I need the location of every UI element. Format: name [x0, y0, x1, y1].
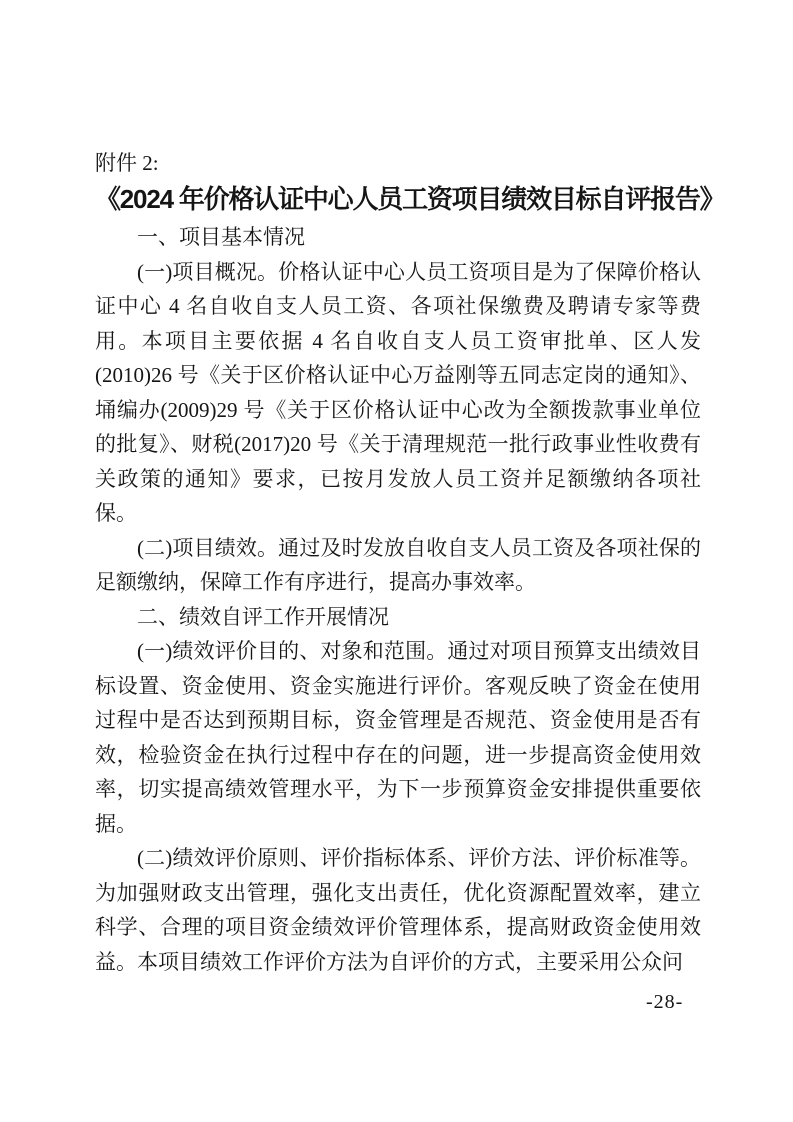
paragraph-evaluation-principles: (二)绩效评价原则、评价指标体系、评价方法、评价标准等。为加强财政支出管理，强化支出责任，优化资源配置效率，建立科学、合理的项目资金绩效评价管理体系，提高财政资金使用效益。本项目绩效工作评价方法为自评价的方式，主要采用公众问 [95, 846, 701, 974]
document-content [95, 148, 725, 979]
paragraph-project-overview: (一)项目概况。价格认证中心人员工资项目是为了保障价格认证中心 4 名自收自支人员工资、各项社保缴费及聘请专家等费用。本项目主要依据 4 名自收自支人员工资审批单、区人发(2010)26 号《关于区价格认证中心万益刚等五同志定岗的通知》、埇编办(2009)29 号《关于区价格认证中心改为全额拨款事业单位的批复》、财税(2017)20 号《关于清理规范一批行政事业性收费有关政策的通知》要求，已按月发放人员工资并足额缴纳各项社保。 [95, 259, 701, 525]
attachment-label: 附件 2: [95, 151, 159, 175]
page-number: -28- [646, 991, 684, 1013]
section-2-heading: 二、绩效自评工作开展情况 [137, 604, 389, 629]
document-title: 《2024 年价格认证中心人员工资项目绩效目标自评报告》 [95, 184, 725, 214]
section-1-heading: 一、项目基本情况 [137, 225, 305, 249]
paragraph-evaluation-purpose: (一)绩效评价目的、对象和范围。通过对项目预算支出绩效目标设置、资金使用、资金实施进行评价。客观反映了资金在使用过程中是否达到预期目标，资金管理是否规范、资金使用是否有效，检验资金在执行过程中存在的问题，进一步提高资金使用效率，切实提高绩效管理水平，为下一步预算资金安排提供重要依据。 [95, 639, 701, 836]
paragraph-project-performance: (二)项目绩效。通过及时发放自收自支人员工资及各项社保的足额缴纳，保障工作有序进行，提高办事效率。 [95, 535, 701, 594]
